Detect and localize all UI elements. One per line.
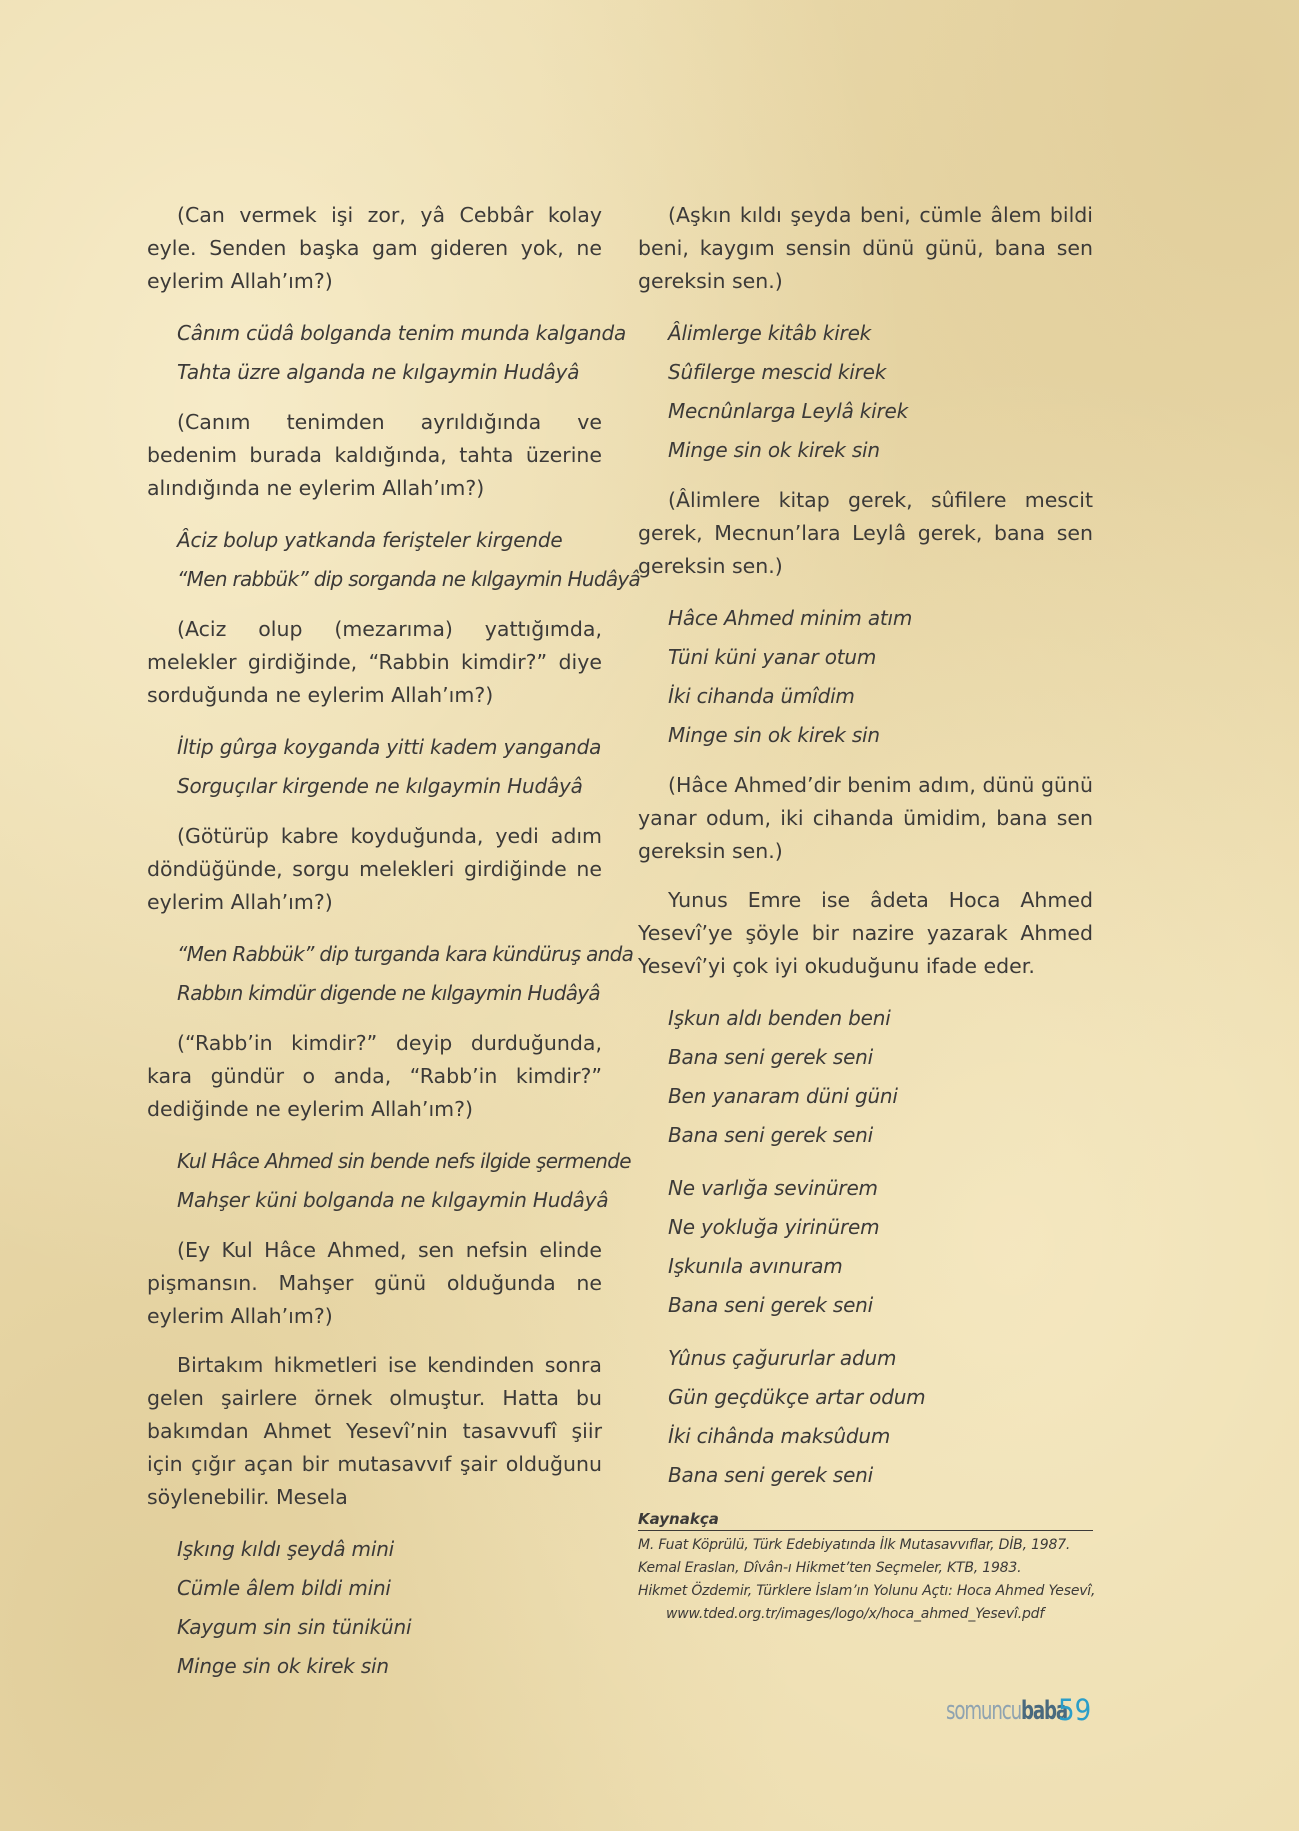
verse-line: Sorguçılar kirgende ne kılgaymin Hudâyâ (177, 774, 583, 798)
verse-line: Âciz bolup yatkanda ferişteler kirgende (177, 528, 563, 552)
paragraph: (Aşkın kıldı şeyda beni, cümle âlem bildi beni, kaygım sensin dünü günü, bana sen gereksin sen.) (638, 203, 1093, 293)
verse-block (147, 935, 634, 1013)
paragraph: Yunus Emre ise âdeta Hoca Ahmed Yesevî’ye şöyle bir nazire yazarak Ahmed Yesevî’yi çok iyi okuduğunu ifade eder. (638, 888, 1093, 978)
verse-line: Rabbın kimdür digende ne kılgaymin Hudâyâ (177, 981, 600, 1005)
verse-line: Bana seni gerek seni (668, 1293, 874, 1317)
paragraph: (Can vermek işi zor, yâ Cebbâr kolay eyle. Senden başka gam gideren yok, ne eylerim Allah’ım?) (147, 203, 602, 293)
paragraph: (Canım tenimden ayrıldığında ve bedenim burada kaldığında, tahta üzerine alındığında ne eylerim Allah’ım?) (147, 410, 602, 500)
verse-line: Mahşer küni bolganda ne kılgaymin Hudâyâ (177, 1188, 609, 1212)
verse-line: Tahta üzre alganda ne kılgaymin Hudâyâ (177, 360, 580, 384)
verse-block (147, 314, 627, 392)
left-column (147, 199, 641, 1700)
verse-block (147, 1530, 602, 1686)
verse-line: Cânım cüdâ bolganda tenim munda kalganda (177, 321, 627, 345)
paragraph: (Aciz olup (mezarıma) yattığımda, melekler girdiğinde, “Rabbin kimdir?” diye sorduğunda ne eylerim Allah’ım?) (147, 617, 602, 707)
paragraph: (Hâce Ahmed’dir benim adım, dünü günü yanar odum, iki cihanda ümidim, bana sen gereksin sen.) (638, 773, 1093, 863)
verse-line: Işkunıla avınuram (668, 1254, 843, 1278)
verse-line: İki cihanda ümîdim (668, 684, 855, 708)
verse-line: Bana seni gerek seni (668, 1123, 874, 1147)
verse-line: Ben yanaram düni güni (668, 1084, 898, 1108)
paragraph: (“Rabb’in kimdir?” deyip durduğunda, kara gündür o anda, “Rabb’in kimdir?” dediğinde ne eylerim Allah’ım?) (147, 1031, 602, 1121)
verse-line: Sûfilerge mescid kirek (668, 360, 887, 384)
verse-line: “Men Rabbük” dip turganda kara kündüruş anda (177, 942, 634, 966)
verse-line: Hâce Ahmed minim atım (668, 606, 913, 630)
logo-part-1: somuncu (946, 1696, 1021, 1726)
references-title: Kaynakça (638, 1509, 1093, 1531)
verse-line: Işkıng kıldı şeydâ mini (177, 1537, 395, 1561)
page-number: 59 (1058, 1693, 1092, 1727)
verse-block (638, 999, 1093, 1155)
verse-block (147, 521, 641, 599)
verse-line: İltip gûrga koyganda yitti kadem yanganda (177, 735, 602, 759)
verse-line: İki cihânda maksûdum (668, 1424, 891, 1448)
logo-part-2: baba (1020, 1696, 1068, 1726)
verse-line: Yûnus çağururlar adum (668, 1346, 897, 1370)
right-column (638, 199, 1096, 1626)
verse-line: Bana seni gerek seni (668, 1045, 874, 1069)
verse-block (638, 1169, 1093, 1325)
paragraph: (Ey Kul Hâce Ahmed, sen nefsin elinde pişmansın. Mahşer günü olduğunda ne eylerim Allah’ım?) (147, 1238, 602, 1328)
verse-line: Minge sin ok kirek sin (177, 1654, 389, 1678)
verse-line: Bana seni gerek seni (668, 1463, 874, 1487)
verse-line: Işkun aldı benden beni (668, 1006, 891, 1030)
verse-line: Ne varlığa sevinürem (668, 1176, 878, 1200)
verse-line: Minge sin ok kirek sin (668, 438, 880, 462)
references (638, 1509, 1096, 1626)
reference-url: www.tded.org.tr/images/logo/x/hoca_ahmed_Yesevî.pdf (666, 1606, 1045, 1622)
verse-line: Minge sin ok kirek sin (668, 723, 880, 747)
verse-line: Kul Hâce Ahmed sin bende nefs ilgide şermende (177, 1149, 631, 1173)
page-footer (946, 1693, 1101, 1727)
verse-block (147, 728, 602, 806)
reference-item: Hikmet Özdemir, Türklere İslam’ın Yolunu Açtı: Hoca Ahmed Yesevî, (638, 1583, 1096, 1599)
verse-line: Mecnûnlarga Leylâ kirek (668, 399, 909, 423)
verse-block (638, 599, 1093, 755)
reference-item: Kemal Eraslan, Dîvân-ı Hikmet’ten Seçmeler, KTB, 1983. (638, 1560, 1022, 1576)
verse-line: “Men rabbük” dip sorganda ne kılgaymin Hudâyâ (177, 567, 641, 591)
verse-block (638, 1339, 1093, 1495)
verse-line: Tüni küni yanar otum (668, 645, 877, 669)
verse-line: Ne yokluğa yirinürem (668, 1215, 880, 1239)
paragraph: Birtakım hikmetleri ise kendinden sonra gelen şairlere örnek olmuştur. Hatta bu bakımdan Ahmet Yesevî’nin tasavvufî şiir için çığır açan bir mutasavvıf şair olduğunu söylenebilir. Mesela (147, 1353, 602, 1509)
verse-line: Cümle âlem bildi mini (177, 1576, 391, 1600)
verse-line: Âlimlerge kitâb kirek (668, 321, 872, 345)
verse-block (147, 1142, 631, 1220)
reference-item: M. Fuat Köprülü, Türk Edebiyatında İlk Mutasavvıflar, DİB, 1987. (638, 1537, 1071, 1553)
paragraph: (Âlimlere kitap gerek, sûfilere mescit gerek, Mecnun’lara Leylâ gerek, bana sen gereksin sen.) (638, 488, 1093, 578)
verse-line: Kaygum sin sin tüniküni (177, 1615, 412, 1639)
paragraph: (Götürüp kabre koyduğunda, yedi adım döndüğünde, sorgu melekleri girdiğinde ne eylerim Allah’ım?) (147, 824, 602, 914)
magazine-logo (946, 1696, 1067, 1726)
verse-line: Gün geçdükçe artar odum (668, 1385, 926, 1409)
verse-block (638, 314, 1093, 470)
